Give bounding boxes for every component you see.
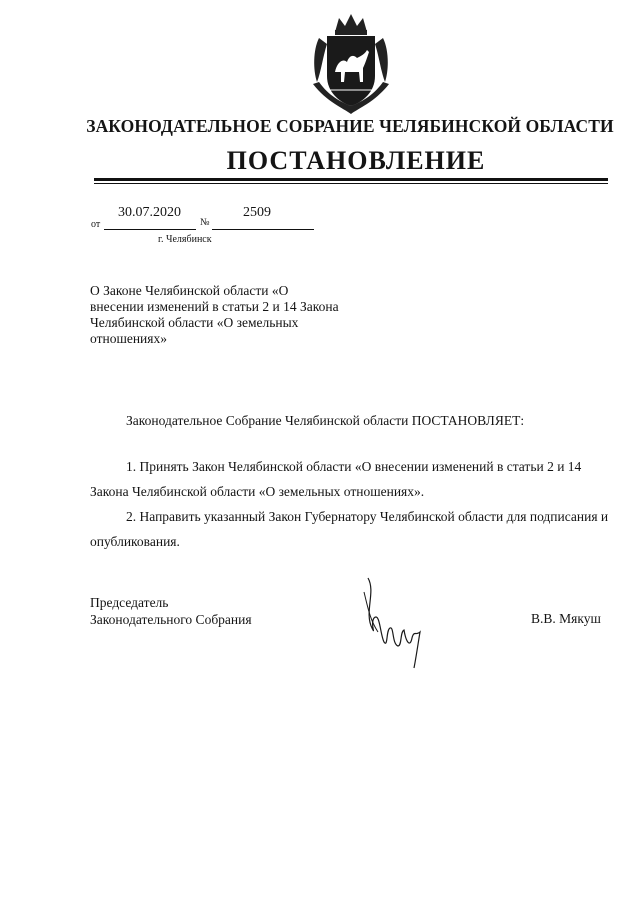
resolution-item-2 bbox=[90, 505, 610, 554]
coat-of-arms-icon bbox=[303, 10, 399, 120]
resolution-item-2-text: 2. Направить указанный Закон Губернатору Челябинской области для подписания и опубликования. bbox=[90, 509, 609, 549]
resolves-statement: Законодательное Собрание Челябинской области ПОСТАНОВЛЯЕТ: bbox=[126, 413, 525, 428]
number-label: № bbox=[200, 217, 210, 228]
date-prefix-label: от bbox=[91, 219, 101, 230]
document-number: 2509 bbox=[243, 205, 271, 220]
document-type-title: ПОСТАНОВЛЕНИЕ bbox=[226, 146, 486, 175]
number-underline bbox=[212, 229, 314, 230]
header-divider-thick bbox=[94, 178, 608, 181]
resolution-item-1 bbox=[90, 455, 610, 504]
date-underline bbox=[104, 229, 196, 230]
document-subject: О Законе Челябинской области «О внесении изменений в статьи 2 и 14 Закона Челябинской области «О земельных отношениях» bbox=[90, 283, 339, 346]
resolution-item-1-text: 1. Принять Закон Челябинской области «О внесении изменений в статьи 2 и 14 Закона Челябинской области «О земельных отношениях». bbox=[90, 459, 582, 499]
document-date: 30.07.2020 bbox=[118, 205, 181, 220]
handwritten-signature-icon bbox=[358, 572, 438, 672]
organization-title: ЗАКОНОДАТЕЛЬНОЕ СОБРАНИЕ ЧЕЛЯБИНСКОЙ ОБЛАСТИ bbox=[86, 116, 614, 136]
signatory-name: В.В. Мякуш bbox=[531, 611, 601, 626]
header-divider-thin bbox=[94, 183, 608, 184]
signatory-title-line1: Председатель bbox=[90, 595, 169, 610]
signatory-title bbox=[90, 594, 252, 628]
signatory-title-line2: Законодательного Собрания bbox=[90, 612, 252, 627]
city-label: г. Челябинск bbox=[158, 234, 212, 245]
